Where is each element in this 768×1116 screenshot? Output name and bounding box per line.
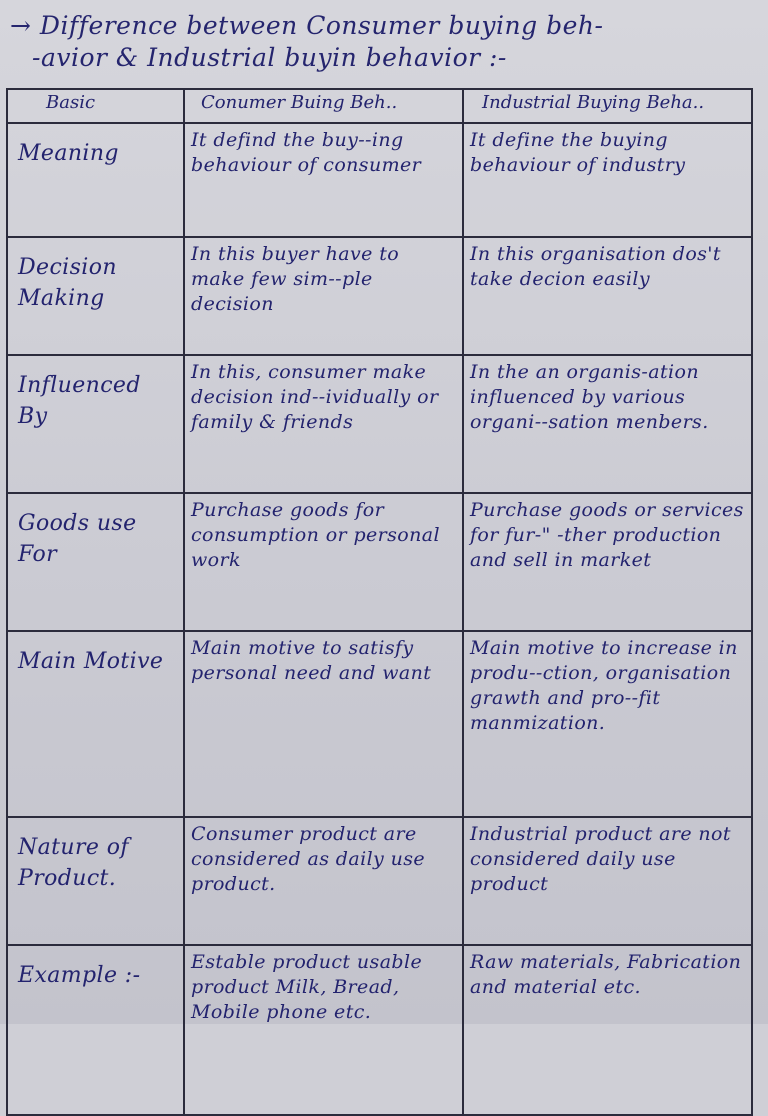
row-industrial-cell: Purchase goods or services for fur-" -ther production and sell in market	[463, 493, 752, 631]
row-basic-label: Decision Making	[7, 237, 184, 355]
row-industrial-cell: In this organisation dos't take decion easily	[463, 237, 752, 355]
table-header-row	[7, 89, 752, 123]
table-row	[7, 237, 752, 355]
page-heading	[10, 10, 755, 74]
row-basic-label: Main Motive	[7, 631, 184, 817]
row-consumer-cell: Main motive to satisfy personal need and want	[184, 631, 463, 817]
row-consumer-cell: In this, consumer make decision ind--ividually or family & friends	[184, 355, 463, 493]
row-industrial-cell: Raw materials, Fabrication and material etc.	[463, 945, 752, 1115]
table-row	[7, 817, 752, 945]
row-basic-label: Example :-	[7, 945, 184, 1115]
row-industrial-cell: It define the buying behaviour of industry	[463, 123, 752, 237]
row-industrial-cell: Industrial product are not considered daily use product	[463, 817, 752, 945]
heading-line-2: -avior & Industrial buyin behavior :-	[32, 43, 507, 72]
table-row	[7, 493, 752, 631]
row-consumer-cell: It defind the buy--ing behaviour of consumer	[184, 123, 463, 237]
table-row	[7, 355, 752, 493]
row-basic-label: Goods use For	[7, 493, 184, 631]
row-consumer-cell: In this buyer have to make few sim--ple decision	[184, 237, 463, 355]
row-consumer-cell: Estable product usable product Milk, Bread, Mobile phone etc.	[184, 945, 463, 1115]
table-row	[7, 123, 752, 237]
comparison-table	[6, 88, 753, 1116]
heading-line-1: → Difference between Consumer buying beh-	[10, 11, 604, 40]
row-industrial-cell: In the an organis-ation influenced by various organi--sation menbers.	[463, 355, 752, 493]
row-basic-label: Nature of Product.	[7, 817, 184, 945]
header-industrial: Industrial Buying Beha..	[463, 89, 752, 123]
row-consumer-cell: Purchase goods for consumption or personal work	[184, 493, 463, 631]
header-consumer: Conumer Buing Beh..	[184, 89, 463, 123]
table-row	[7, 945, 752, 1115]
row-industrial-cell: Main motive to increase in produ--ction, organisation grawth and pro--fit manmization.	[463, 631, 752, 817]
table-row	[7, 631, 752, 817]
row-basic-label: Influenced By	[7, 355, 184, 493]
row-basic-label: Meaning	[7, 123, 184, 237]
row-consumer-cell: Consumer product are considered as daily use product.	[184, 817, 463, 945]
header-basic: Basic	[7, 89, 184, 123]
